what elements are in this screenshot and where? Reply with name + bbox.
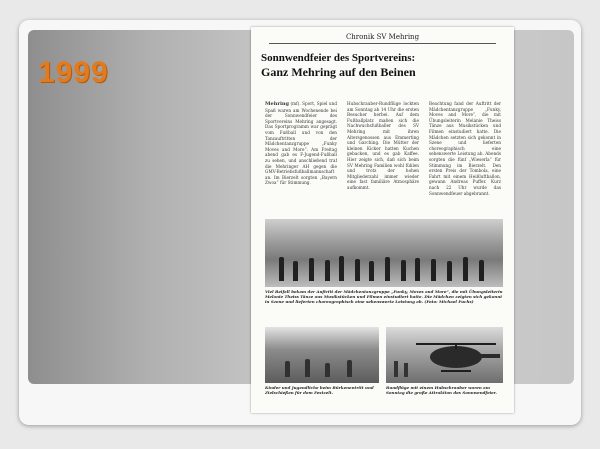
dance-group-photo: [265, 219, 503, 287]
headline-line-1: Sonnwendfeier des Sportvereins:: [261, 52, 416, 64]
helicopter-photo: [386, 327, 503, 383]
headline: [261, 51, 507, 79]
article-column-3: Beachtung fand der Auftritt der Mädchentanzgruppe „Funky, Moves and More“, die mit Übungsleiterin Melanie Theiss Tänze aus Musikstücken und Filmen einstudiert hatte. Die Mädchen setzten sich gekonnt in Szene und lieferten choreographisch eine sehenswerte Leistung ab. Abends sorgten die fünf „Wieserla“ für Stimmung im Bierzelt. Den ersten Preis der Tombola, eine Fahrt mit einem Heißluftballon, gewann Andreas Puffer. Kurz nach 22 Uhr wurde das Sonnwendfeuer abgebrannt.: [429, 101, 501, 196]
photo2-caption: Kinder und Jugendliche beim Bürkenentritt und Zielschießen für dem Festzelt.: [265, 385, 374, 395]
article-column-2: Hubschrauber-Rundflüge lockten am Sonntag ab 14 Uhr die ersten Besucher herbei. Auf dem Fußballplatz maßen sich die Nachwuchsfußballer des SV Mehring mit ihren Altersgenossen aus Emmerting und Garching. Die Mütter der kleinen Kicker hatten Kuchen gebacken, und es gab Kaffee. Hier zeigte sich, daß sich beim SV Mehring Familien wohl fühlen und trotz der hohen Mitgliederzahl immer wieder eine fast familiäre Atmosphäre aufkommt.: [347, 101, 419, 190]
article-column-1: Mehring (mf). Sport, Spiel und Spaß waren am Wochenende bei der Sonnwendfeier des Sportvereins Mehring angesagt. Das Sportprogramm war geprägt vom Fußball und von den Tanzauftritten der Mädchentanzgruppe „Funky Moves and More“. Am Freitag abend gab es F-Jugend-Fußball zu sehen, und anschließend traf die Mehringer AH gegen die GMV-Betriebsfußballmannschaft an. Im Bierzelt sorgten „Bayern Zwoa“ für Stimmung.: [265, 101, 337, 186]
photo3-caption: Rundflüge mit einem Hubschrauber waren am Sonntag die große Attraktion des Sonnwendfeier.: [386, 385, 497, 395]
year-title: 1999: [38, 56, 109, 89]
photo1-caption: Viel Beifall bekam der Auftritt der Mädchentanzgruppe „Funky, Moves and More“, die mit Übungsleiterin Melanie Theiss Tänze aus Musikstücken und Filmen einstudiert hatte. Die Mädchen zeigten sich gekonnt in Szene und lieferten choreographisch eine sehenswerte Leistung ab. (Foto: Michael Fuchs): [265, 289, 503, 304]
helicopter-icon: [386, 327, 503, 383]
newspaper-clipping: [251, 27, 514, 413]
children-photo: [265, 327, 379, 383]
headline-line-2: Ganz Mehring auf den Beinen: [261, 65, 416, 79]
masthead: Chronik SV Mehring: [269, 33, 496, 44]
